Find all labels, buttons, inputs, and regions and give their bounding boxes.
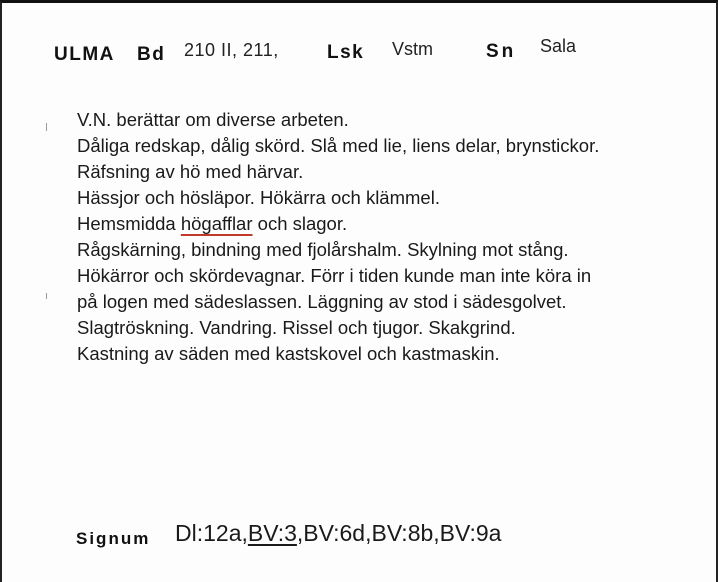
volume-value: 210 II, 211, [184, 40, 279, 60]
body-line-7: Hökärror och skördevagnar. Förr i tiden kunde man inte köra in [77, 265, 592, 286]
body-line-2: Dåliga redskap, dålig skörd. Slå med lie, liens delar, brynstickor. [77, 135, 600, 156]
parish-label: Sn [486, 41, 517, 62]
body-line-10: Kastning av säden med kastskovel och kastmaskin. [77, 343, 500, 364]
province-label: Lsk [327, 42, 365, 63]
body-line-5-end: och slagor. [252, 213, 348, 234]
edge-mark [46, 123, 47, 131]
signum-label: Signum [76, 529, 151, 548]
edge-mark [46, 293, 47, 299]
body-line-3: Räfsning av hö med härvar. [77, 161, 304, 182]
parish-value: Sala [540, 36, 577, 56]
card-body-text [77, 107, 717, 367]
signum-value-rest: ,BV:6d,BV:8b,BV:9a [296, 520, 502, 546]
volume-label: Bd [137, 44, 166, 65]
signum-value-underlined: BV:3 [247, 520, 297, 546]
underlined-term: högafflar [180, 213, 253, 234]
body-line-8: på logen med sädeslassen. Läggning av stod i sädesgolvet. [77, 291, 567, 312]
body-line-5 [77, 211, 717, 237]
province-value: Vstm [392, 39, 434, 59]
archive-label-ulma: ULMA [54, 44, 115, 65]
signum-value-1: Dl:12a, [175, 520, 248, 546]
body-line-6: Rågskärning, bindning med fjolårshalm. Skylning mot stång. [77, 239, 569, 260]
body-line-4: Hässjor och hösläpor. Hökärra och klämmel. [77, 187, 440, 208]
body-line-5-start: Hemsmidda [77, 213, 176, 234]
signum-values [175, 520, 501, 547]
body-line-9: Slagtröskning. Vandring. Rissel och tjugor. Skakgrind. [77, 317, 516, 338]
body-line-1: V.N. berättar om diverse arbeten. [77, 109, 349, 130]
